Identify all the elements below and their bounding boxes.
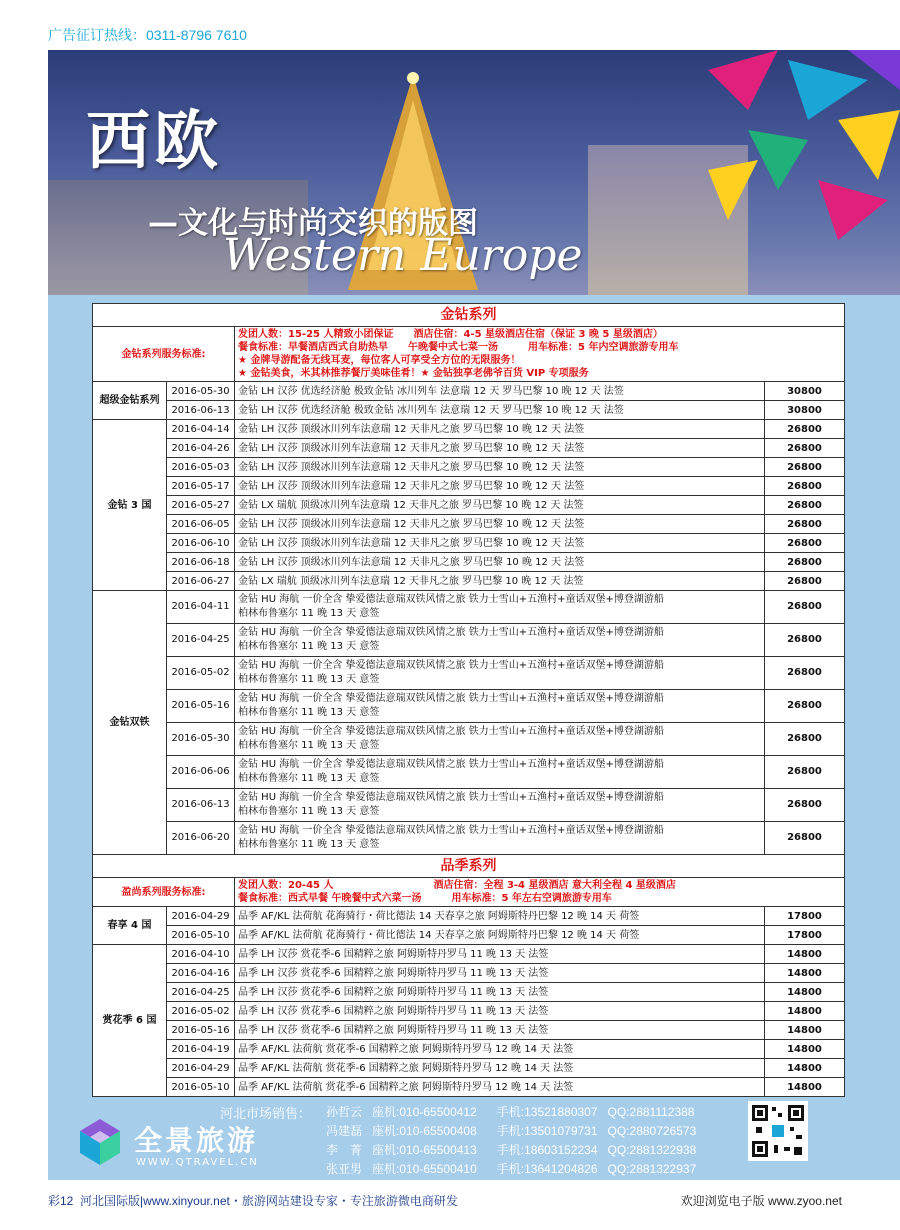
contact-name: 张亚男 [326, 1162, 363, 1176]
contact-name: 孙哲云 [326, 1105, 363, 1119]
table-row [93, 534, 845, 553]
section-title: 金钻系列 [93, 304, 845, 327]
table-row [93, 926, 845, 945]
tour-price: 14800 [765, 1002, 845, 1021]
tour-description-line: 金钻 HU 海航 一价全含 挚爱德法意瑞双铁风情之旅 铁力士雪山+五渔村+童话双堡+博登湖游船 [238, 759, 664, 770]
tour-description [235, 907, 765, 926]
tour-description [235, 822, 765, 855]
service-details [235, 327, 845, 382]
tour-description-line: 品季 AF/KL 法荷航 赏花季-6 国精粹之旅 阿姆斯特丹罗马 12 晚 14 天 法签 [238, 1043, 574, 1055]
contact-name: 李 菁 [326, 1143, 363, 1157]
tour-price: 30800 [765, 401, 845, 420]
table-row [93, 789, 845, 822]
tour-description [235, 477, 765, 496]
departure-date: 2016-05-03 [167, 458, 235, 477]
tour-description-line: 柏林布鲁塞尔 11 晚 13 天 意签 [238, 641, 380, 652]
tour-price: 26800 [765, 657, 845, 690]
service-details [235, 878, 845, 907]
table-row [93, 624, 845, 657]
departure-date: 2016-05-10 [167, 1078, 235, 1097]
tour-price: 26800 [765, 534, 845, 553]
tour-description-line: 金钻 LX 瑞航 顶级冰川列车法意瑞 12 天非凡之旅 罗马巴黎 10 晚 12 天 法签 [238, 499, 584, 511]
tour-price: 26800 [765, 420, 845, 439]
tour-description-line: 柏林布鲁塞尔 11 晚 13 天 意签 [238, 674, 380, 685]
tour-price: 26800 [765, 789, 845, 822]
contact-mobile[interactable]: 手机:18603152234 [496, 1143, 598, 1157]
departure-date: 2016-04-10 [167, 945, 235, 964]
table-row [93, 382, 845, 401]
tour-description-line: 金钻 HU 海航 一价全含 挚爱德法意瑞双铁风情之旅 铁力士雪山+五渔村+童话双堡+博登湖游船 [238, 627, 664, 638]
tour-description-line: 金钻 LH 汉莎 顶级冰川列车法意瑞 12 天非凡之旅 罗马巴黎 10 晚 12 天 法签 [238, 518, 585, 530]
tour-description [235, 420, 765, 439]
departure-date: 2016-04-29 [167, 907, 235, 926]
tour-description [235, 534, 765, 553]
section-title: 品季系列 [93, 855, 845, 878]
tour-description-line: 金钻 LH 汉莎 顶级冰川列车法意瑞 12 天非凡之旅 罗马巴黎 10 晚 12 天 法签 [238, 461, 585, 473]
qr-code-icon[interactable] [748, 1101, 808, 1161]
page-footer [0, 1180, 900, 1230]
table-row [93, 1040, 845, 1059]
service-line: 发团人数：20-45 人 酒店住宿：全程 3-4 星级酒店 意大利全程 4 星级酒店 [238, 880, 676, 891]
contact-section [48, 1095, 900, 1180]
contact-row [326, 1141, 696, 1158]
departure-date: 2016-04-25 [167, 983, 235, 1002]
table-row [93, 657, 845, 690]
service-row [93, 878, 845, 907]
section-header-row [93, 304, 845, 327]
departure-date: 2016-06-18 [167, 553, 235, 572]
departure-date: 2016-04-25 [167, 624, 235, 657]
table-row [93, 401, 845, 420]
tour-description [235, 1078, 765, 1097]
tour-description [235, 624, 765, 657]
tour-description-line: 金钻 HU 海航 一价全含 挚爱德法意瑞双铁风情之旅 铁力士雪山+五渔村+童话双堡+博登湖游船 [238, 792, 664, 803]
tour-price: 26800 [765, 439, 845, 458]
tour-price: 14800 [765, 1040, 845, 1059]
table-row [93, 822, 845, 855]
departure-date: 2016-06-13 [167, 401, 235, 420]
tour-price: 26800 [765, 723, 845, 756]
page-number: 彩12 [48, 1194, 74, 1208]
tour-description [235, 690, 765, 723]
tour-price: 26800 [765, 458, 845, 477]
tour-description-line: 金钻 LX 瑞航 顶级冰川列车法意瑞 12 天非凡之旅 罗马巴黎 10 晚 12 天 法签 [238, 575, 584, 587]
tour-description [235, 723, 765, 756]
tour-description-line: 金钻 LH 汉莎 顶级冰川列车法意瑞 12 天非凡之旅 罗马巴黎 10 晚 12 天 法签 [238, 537, 585, 549]
tour-description [235, 1021, 765, 1040]
departure-date: 2016-04-14 [167, 420, 235, 439]
departure-date: 2016-04-16 [167, 964, 235, 983]
group-name: 春享 4 国 [93, 907, 167, 945]
contact-row [326, 1160, 696, 1177]
departure-date: 2016-05-16 [167, 1021, 235, 1040]
tour-description [235, 401, 765, 420]
tour-price: 14800 [765, 964, 845, 983]
tour-description-line: 品季 AF/KL 法荷航 赏花季-6 国精粹之旅 阿姆斯特丹罗马 12 晚 14 天 法签 [238, 1081, 574, 1093]
table-row [93, 723, 845, 756]
departure-date: 2016-05-10 [167, 926, 235, 945]
service-label: 盈尚系列服务标准: [93, 878, 235, 907]
brand-url: WWW.QTRAVEL.CN [136, 1157, 259, 1168]
tour-description-line: 品季 AF/KL 法荷航 赏花季-6 国精粹之旅 阿姆斯特丹罗马 12 晚 14 天 法签 [238, 1062, 574, 1074]
contact-landline[interactable]: 座机:010-65500412 [372, 1105, 477, 1119]
departure-date: 2016-05-17 [167, 477, 235, 496]
tour-table [92, 303, 845, 1097]
tour-description-line: 柏林布鲁塞尔 11 晚 13 天 意签 [238, 839, 380, 850]
table-row [93, 591, 845, 624]
tour-description-line: 柏林布鲁塞尔 11 晚 13 天 意签 [238, 740, 380, 751]
tour-description-line: 金钻 LH 汉莎 顶级冰川列车法意瑞 12 天非凡之旅 罗马巴黎 10 晚 12 天 法签 [238, 556, 585, 568]
tour-price: 26800 [765, 756, 845, 789]
section-header-row [93, 855, 845, 878]
table-row [93, 572, 845, 591]
tour-price: 14800 [765, 945, 845, 964]
group-name: 金钻 3 国 [93, 420, 167, 591]
contact-qq[interactable]: QQ:2881322937 [607, 1162, 697, 1176]
tour-description [235, 515, 765, 534]
tour-description [235, 439, 765, 458]
contact-landline[interactable]: 座机:010-65500408 [372, 1124, 477, 1138]
tour-description-line: 金钻 HU 海航 一价全含 挚爱德法意瑞双铁风情之旅 铁力士雪山+五渔村+童话双堡+博登湖游船 [238, 825, 664, 836]
tour-description-line: 柏林布鲁塞尔 11 晚 13 天 意签 [238, 707, 380, 718]
service-line: 发团人数：15-25 人精致小团保证 酒店住宿：4-5 星级酒店住宿（保证 3 晚 5 星级酒店） [238, 329, 663, 340]
tour-description [235, 983, 765, 1002]
tour-description-line: 金钻 HU 海航 一价全含 挚爱德法意瑞双铁风情之旅 铁力士雪山+五渔村+童话双堡+博登湖游船 [238, 660, 664, 671]
tour-price: 26800 [765, 822, 845, 855]
table-row [93, 945, 845, 964]
departure-date: 2016-04-11 [167, 591, 235, 624]
contact-landline[interactable]: 座机:010-65500413 [372, 1143, 477, 1157]
brand-name: 全景旅游 [134, 1124, 259, 1157]
tour-description-line: 金钻 HU 海航 一价全含 挚爱德法意瑞双铁风情之旅 铁力士雪山+五渔村+童话双堡+博登湖游船 [238, 726, 664, 737]
table-row [93, 496, 845, 515]
table-row [93, 1002, 845, 1021]
table-row [93, 515, 845, 534]
contact-mobile[interactable]: 手机:13501079731 [496, 1124, 598, 1138]
table-row [93, 1078, 845, 1097]
tour-description-line: 金钻 LH 汉莎 顶级冰川列车法意瑞 12 天非凡之旅 罗马巴黎 10 晚 12 天 法签 [238, 442, 585, 454]
table-row [93, 964, 845, 983]
departure-date: 2016-06-27 [167, 572, 235, 591]
tour-description-line: 品季 LH 汉莎 赏花季-6 国精粹之旅 阿姆斯特丹罗马 11 晚 13 天 法签 [238, 986, 549, 998]
tour-description [235, 1002, 765, 1021]
tour-price: 26800 [765, 477, 845, 496]
tour-description-line: 品季 LH 汉莎 赏花季-6 国精粹之旅 阿姆斯特丹罗马 11 晚 13 天 法签 [238, 967, 549, 979]
tour-description-line: 金钻 LH 汉莎 顶级冰川列车法意瑞 12 天非凡之旅 罗马巴黎 10 晚 12 天 法签 [238, 480, 585, 492]
tour-description [235, 572, 765, 591]
departure-date: 2016-05-30 [167, 382, 235, 401]
tour-description [235, 591, 765, 624]
service-line: 餐食标准：西式早餐 午晚餐中式六菜一汤 用车标准：5 年左右空调旅游专用车 [238, 893, 612, 904]
table-row [93, 553, 845, 572]
banner-title: 西欧 [86, 105, 222, 179]
tour-description [235, 458, 765, 477]
group-name: 超级金钻系列 [93, 382, 167, 420]
table-row [93, 477, 845, 496]
footer-left-text[interactable]: 河北国际版|www.xinyour.net・旅游网站建设专家・专注旅游微电商研发 [80, 1194, 458, 1208]
service-label: 金钻系列服务标准: [93, 327, 235, 382]
group-name: 金钻双铁 [93, 591, 167, 855]
tour-price: 30800 [765, 382, 845, 401]
footer-right-link[interactable]: 欢迎浏览电子版 www.zyoo.net [680, 1194, 842, 1208]
tour-description [235, 756, 765, 789]
tour-description-line: 金钻 LH 汉莎 优选经济舱 极致金钻 冰川列车 法意瑞 12 天 罗马巴黎 10 晚 12 天 法签 [238, 404, 624, 416]
service-line: ★ 金钻美食，米其林推荐餐厅美味佳肴！★ 金钻独享老佛爷百货 VIP 专项服务 [238, 368, 589, 379]
tour-price: 26800 [765, 496, 845, 515]
tour-description-line: 品季 LH 汉莎 赏花季-6 国精粹之旅 阿姆斯特丹罗马 11 晚 13 天 法签 [238, 1024, 549, 1036]
tour-description [235, 1059, 765, 1078]
departure-date: 2016-06-05 [167, 515, 235, 534]
table-row [93, 458, 845, 477]
tour-price: 14800 [765, 1078, 845, 1097]
departure-date: 2016-04-26 [167, 439, 235, 458]
tour-price: 14800 [765, 983, 845, 1002]
table-row [93, 420, 845, 439]
colorful-shapes-decoration [688, 50, 900, 295]
tour-price: 14800 [765, 1021, 845, 1040]
departure-date: 2016-04-29 [167, 1059, 235, 1078]
contact-mobile[interactable]: 手机:13521880307 [496, 1105, 598, 1119]
market-sales-label: 河北市场销售： [220, 1107, 312, 1122]
tour-description-line: 金钻 HU 海航 一价全含 挚爱德法意瑞双铁风情之旅 铁力士雪山+五渔村+童话双堡+博登湖游船 [238, 693, 664, 704]
contact-qq[interactable]: QQ:2880726573 [607, 1124, 697, 1138]
tour-description [235, 553, 765, 572]
tour-description [235, 496, 765, 515]
contact-qq[interactable]: QQ:2881112388 [607, 1105, 695, 1119]
banner-subtitle: —文化与时尚交织的版图 [148, 206, 478, 241]
tour-price: 26800 [765, 553, 845, 572]
tour-description [235, 945, 765, 964]
contact-name: 冯建磊 [326, 1124, 363, 1138]
tour-description-line: 金钻 LH 汉莎 顶级冰川列车法意瑞 12 天非凡之旅 罗马巴黎 10 晚 12 天 法签 [238, 423, 585, 435]
tour-description-line: 金钻 HU 海航 一价全含 挚爱德法意瑞双铁风情之旅 铁力士雪山+五渔村+童话双堡+博登湖游船 [238, 594, 664, 605]
tour-description-line: 品季 AF/KL 法荷航 花海骑行・荷比德法 14 天春享之旅 阿姆斯特丹巴黎 12 晚 14 天 荷签 [238, 910, 640, 922]
tour-description-line: 品季 LH 汉莎 赏花季-6 国精粹之旅 阿姆斯特丹罗马 11 晚 13 天 法签 [238, 948, 549, 960]
tour-description [235, 789, 765, 822]
departure-date: 2016-04-19 [167, 1040, 235, 1059]
table-row [93, 1021, 845, 1040]
tour-price: 17800 [765, 907, 845, 926]
contact-row [326, 1103, 694, 1120]
table-row [93, 1059, 845, 1078]
hero-banner [48, 50, 900, 295]
ad-hotline: 广告征订热线：0311-8796 7610 [48, 27, 247, 43]
tour-price: 26800 [765, 690, 845, 723]
tour-price: 17800 [765, 926, 845, 945]
tour-description-line: 品季 LH 汉莎 赏花季-6 国精粹之旅 阿姆斯特丹罗马 11 晚 13 天 法签 [238, 1005, 549, 1017]
departure-date: 2016-06-06 [167, 756, 235, 789]
table-row [93, 983, 845, 1002]
tour-price: 14800 [765, 1059, 845, 1078]
tour-description-line: 柏林布鲁塞尔 11 晚 13 天 意签 [238, 773, 380, 784]
departure-date: 2016-06-10 [167, 534, 235, 553]
table-row [93, 690, 845, 723]
tour-price: 26800 [765, 515, 845, 534]
tour-description [235, 926, 765, 945]
contact-row [326, 1122, 696, 1139]
departure-date: 2016-05-27 [167, 496, 235, 515]
tour-description-line: 柏林布鲁塞尔 11 晚 13 天 意签 [238, 806, 380, 817]
service-row [93, 327, 845, 382]
tour-description-line: 品季 AF/KL 法荷航 花海骑行・荷比德法 14 天春享之旅 阿姆斯特丹巴黎 12 晚 14 天 荷签 [238, 929, 640, 941]
departure-date: 2016-05-02 [167, 657, 235, 690]
table-row [93, 439, 845, 458]
tour-price: 26800 [765, 591, 845, 624]
departure-date: 2016-05-30 [167, 723, 235, 756]
table-row [93, 907, 845, 926]
departure-date: 2016-05-02 [167, 1002, 235, 1021]
group-name: 赏花季 6 国 [93, 945, 167, 1097]
tour-description [235, 382, 765, 401]
tour-description [235, 1040, 765, 1059]
service-line: 餐食标准：早餐酒店西式自助热早 午晚餐中式七菜一汤 用车标准：5 年内空调旅游专用车 [238, 342, 679, 353]
qtravel-logo-icon [76, 1117, 124, 1167]
footer-left [48, 1192, 458, 1209]
contact-qq[interactable]: QQ:2881322938 [607, 1143, 697, 1157]
tour-price: 26800 [765, 624, 845, 657]
departure-date: 2016-06-20 [167, 822, 235, 855]
banner-title-english: Western Europe [223, 230, 583, 281]
tour-description [235, 657, 765, 690]
departure-date: 2016-05-16 [167, 690, 235, 723]
contact-landline[interactable]: 座机:010-65500410 [372, 1162, 477, 1176]
service-line: ★ 金牌导游配备无线耳麦，每位客人可享受全方位的无限服务！ [238, 355, 521, 366]
tour-price: 26800 [765, 572, 845, 591]
tour-description-line: 柏林布鲁塞尔 11 晚 13 天 意签 [238, 608, 380, 619]
tour-description [235, 964, 765, 983]
tour-description-line: 金钻 LH 汉莎 优选经济舱 极致金钻 冰川列车 法意瑞 12 天 罗马巴黎 10 晚 12 天 法签 [238, 385, 624, 397]
departure-date: 2016-06-13 [167, 789, 235, 822]
contact-mobile[interactable]: 手机:13641204826 [496, 1162, 598, 1176]
table-row [93, 756, 845, 789]
content-panel [48, 295, 900, 1180]
